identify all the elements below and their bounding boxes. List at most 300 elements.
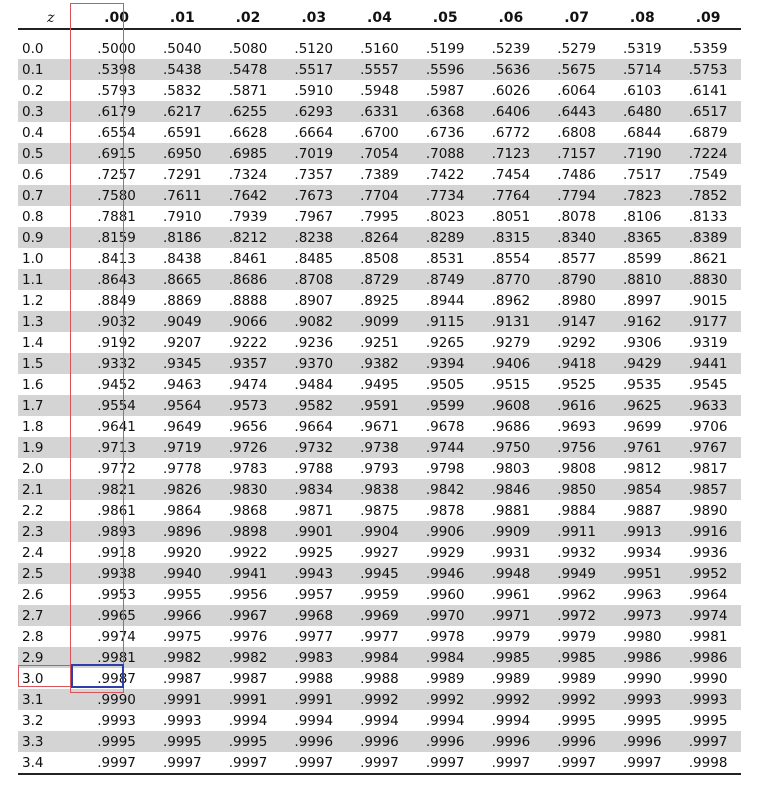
probability-cell: .8830 [675,269,741,290]
probability-cell: .6026 [491,82,531,99]
probability-cell: .9995 [688,712,728,729]
probability-cell: .6255 [215,101,281,122]
probability-cell: .9783 [228,460,268,477]
probability-cell: .9991 [149,689,215,710]
probability-cell: .9192 [97,334,136,351]
column-header: .09 [695,10,721,26]
probability-cell: .6103 [623,82,662,99]
probability-cell: .9564 [149,395,215,416]
z-row-label: 0.4 [22,124,44,141]
probability-cell: .5398 [84,59,150,80]
probability-cell: .5636 [478,59,544,80]
probability-cell: .9693 [557,418,596,435]
table-row [18,584,741,605]
probability-cell: .9834 [281,479,347,500]
probability-cell: .9977 [360,628,399,645]
probability-cell: .5910 [294,82,334,99]
probability-cell: .8944 [425,292,465,309]
probability-cell: .7324 [228,166,268,183]
probability-cell: .9719 [149,437,215,458]
probability-cell: .8643 [84,269,150,290]
probability-cell: .9881 [491,502,531,519]
probability-cell: .9265 [425,334,465,351]
z-row-label: 2.2 [22,502,44,519]
probability-cell: .9943 [281,563,347,584]
probability-cell: .9474 [228,376,268,393]
probability-cell: .9973 [609,605,675,626]
probability-cell: .8365 [609,227,675,248]
probability-cell: .9962 [557,586,596,603]
probability-cell: .6700 [360,124,399,141]
probability-cell: .7611 [149,185,215,206]
probability-cell: .5596 [412,59,478,80]
probability-cell: .9990 [84,689,150,710]
probability-cell: .9279 [491,334,531,351]
probability-cell: .9788 [294,460,334,477]
z-row-label: 3.3 [18,731,84,752]
probability-cell: .9625 [609,395,675,416]
column-header: .03 [301,10,327,26]
table-row [18,122,741,143]
probability-cell: .9961 [491,586,531,603]
probability-cell: .9941 [215,563,281,584]
probability-cell: .9992 [347,689,413,710]
z-row-label: 0.1 [18,59,84,80]
probability-cell: .9049 [149,311,215,332]
probability-cell: .9162 [609,311,675,332]
probability-cell: .8770 [478,269,544,290]
z-row-label: 2.1 [18,479,84,500]
probability-cell: .9965 [84,605,150,626]
probability-cell: .6736 [425,124,465,141]
probability-cell: .9345 [149,353,215,374]
probability-cell: .9671 [360,418,399,435]
probability-cell: .8749 [412,269,478,290]
probability-cell: .9808 [557,460,596,477]
z-row-label: 2.9 [18,647,84,668]
probability-cell: .8577 [557,250,596,267]
probability-cell: .9015 [688,292,728,309]
probability-cell: .9960 [425,586,465,603]
probability-cell: .9545 [688,376,728,393]
probability-cell: .6293 [281,101,347,122]
z-row-label: 0.8 [22,208,44,225]
probability-cell: .9861 [97,502,136,519]
probability-cell: .9633 [675,395,741,416]
column-header: .02 [235,10,261,26]
column-header: .07 [564,10,590,26]
z-row-label: 3.4 [18,752,84,774]
probability-cell: .9616 [544,395,610,416]
table-row [18,290,741,311]
probability-cell: .8264 [347,227,413,248]
probability-cell: .9994 [294,712,334,729]
probability-cell: .9909 [478,521,544,542]
table-row [18,563,741,584]
probability-cell: .9992 [412,689,478,710]
z-row-label: 3.0 [22,670,44,687]
probability-cell: .9817 [688,460,728,477]
probability-cell: .9995 [557,712,596,729]
probability-cell: .7823 [609,185,675,206]
probability-cell: .9997 [478,752,544,774]
table-row [18,164,741,185]
probability-cell: .9756 [544,437,610,458]
probability-cell: .9931 [491,544,531,561]
probability-cell: .9535 [623,376,662,393]
probability-cell: .7995 [360,208,399,225]
probability-cell: .9495 [360,376,399,393]
probability-cell: .9525 [557,376,596,393]
probability-cell: .9890 [688,502,728,519]
probability-cell: .9803 [491,460,531,477]
table-row [18,458,741,479]
probability-cell: .9953 [97,586,136,603]
probability-cell: .7422 [425,166,465,183]
probability-cell: .8790 [544,269,610,290]
probability-cell: .9893 [84,521,150,542]
probability-cell: .8212 [215,227,281,248]
probability-cell: .9761 [609,437,675,458]
probability-cell: .5753 [675,59,741,80]
probability-cell: .8238 [281,227,347,248]
probability-cell: .9997 [347,752,413,774]
probability-cell: .9830 [215,479,281,500]
probability-cell: .9993 [162,712,202,729]
probability-cell: .9554 [84,395,150,416]
probability-cell: .9896 [149,521,215,542]
probability-cell: .9983 [281,647,347,668]
probability-cell: .5040 [162,40,202,57]
probability-cell: .9868 [228,502,268,519]
table-row [18,626,741,647]
z-row-label: 3.1 [18,689,84,710]
z-row-label: 1.6 [22,376,44,393]
probability-cell: .5517 [281,59,347,80]
probability-cell: .9998 [675,752,741,774]
probability-cell: .9911 [544,521,610,542]
probability-cell: .6808 [557,124,596,141]
table-row [18,521,741,542]
probability-cell: .9418 [544,353,610,374]
probability-cell: .9997 [149,752,215,774]
column-header: .00 [104,10,129,26]
probability-cell: .6591 [162,124,202,141]
probability-cell: .6141 [688,82,728,99]
probability-cell: .7389 [360,166,399,183]
probability-cell: .9812 [623,460,662,477]
probability-cell: .7517 [623,166,662,183]
probability-cell: .8186 [149,227,215,248]
probability-cell: .9370 [281,353,347,374]
probability-cell: .9871 [294,502,334,519]
column-header: .05 [432,10,458,26]
z-row-label: 1.8 [22,418,44,435]
probability-cell: .6517 [675,101,741,122]
probability-cell: .9987 [97,670,136,687]
probability-cell: .9967 [215,605,281,626]
probability-cell: .9986 [609,647,675,668]
probability-cell: .6554 [97,124,136,141]
probability-cell: .9641 [97,418,136,435]
probability-cell: .9236 [294,334,334,351]
probability-cell: .9599 [412,395,478,416]
probability-cell: .9987 [162,670,202,687]
probability-cell: .9591 [347,395,413,416]
probability-cell: .9732 [281,437,347,458]
probability-cell: .9904 [347,521,413,542]
probability-cell: .9970 [412,605,478,626]
probability-cell: .8485 [294,250,334,267]
probability-cell: .9207 [162,334,202,351]
probability-cell: .5793 [97,82,136,99]
probability-cell: .9115 [412,311,478,332]
probability-cell: .9901 [281,521,347,542]
probability-cell: .9996 [281,731,347,752]
probability-cell: .9582 [281,395,347,416]
probability-cell: .9986 [675,647,741,668]
probability-cell: .6915 [84,143,150,164]
probability-cell: .9984 [347,647,413,668]
probability-cell: .8508 [360,250,399,267]
probability-cell: .9974 [97,628,136,645]
probability-cell: .9988 [294,670,334,687]
probability-cell: .7967 [294,208,334,225]
probability-cell: .6217 [149,101,215,122]
probability-cell: .9979 [557,628,596,645]
probability-cell: .8729 [347,269,413,290]
probability-cell: .7357 [294,166,334,183]
table-row [18,206,741,227]
probability-cell: .5557 [347,59,413,80]
probability-cell: .9936 [688,544,728,561]
probability-cell: .9995 [215,731,281,752]
z-row-label: 1.3 [18,311,84,332]
probability-cell: .9864 [162,502,202,519]
probability-cell: .9981 [688,628,728,645]
probability-cell: .9988 [360,670,399,687]
probability-cell: .9949 [544,563,610,584]
probability-cell: .9989 [425,670,465,687]
probability-cell: .9997 [281,752,347,774]
z-row-label: 1.9 [18,437,84,458]
z-row-label: 2.8 [22,628,44,645]
probability-cell: .9985 [544,647,610,668]
probability-cell: .5199 [425,40,465,57]
column-header: .04 [367,10,392,26]
probability-cell: .8023 [425,208,465,225]
probability-cell: .8531 [425,250,465,267]
probability-cell: .9854 [609,479,675,500]
probability-cell: .7454 [491,166,531,183]
probability-cell: .5080 [228,40,268,57]
probability-cell: .9066 [215,311,281,332]
probability-cell: .9932 [557,544,596,561]
header-spacer [18,29,741,38]
table-row [18,479,741,500]
z-row-label: 1.2 [22,292,44,309]
probability-cell: .7190 [609,143,675,164]
probability-cell: .8389 [675,227,741,248]
table-row [18,416,741,437]
probability-cell: .9952 [675,563,741,584]
probability-cell: .9838 [347,479,413,500]
probability-cell: .9382 [347,353,413,374]
probability-cell: .9951 [609,563,675,584]
probability-cell: .9956 [228,586,268,603]
probability-cell: .9987 [228,670,268,687]
probability-cell: .7704 [347,185,413,206]
probability-cell: .9744 [412,437,478,458]
probability-cell: .8159 [84,227,150,248]
probability-cell: .9994 [491,712,531,729]
probability-cell: .5438 [149,59,215,80]
probability-cell: .9875 [360,502,399,519]
probability-cell: .8997 [623,292,662,309]
probability-cell: .9955 [162,586,202,603]
probability-cell: .5675 [544,59,610,80]
probability-cell: .7734 [412,185,478,206]
table-row [18,647,741,668]
table-row [18,332,741,353]
probability-cell: .9793 [360,460,399,477]
z-row-label: 1.1 [18,269,84,290]
probability-cell: .5987 [425,82,465,99]
probability-cell: .9798 [425,460,465,477]
table-row [18,101,741,122]
probability-cell: .9977 [294,628,334,645]
table-row [18,437,741,458]
table-row [18,605,741,626]
probability-cell: .9997 [609,752,675,774]
table-body [18,29,741,774]
probability-cell: .6950 [149,143,215,164]
probability-cell: .9997 [675,731,741,752]
probability-cell: .9984 [412,647,478,668]
probability-cell: .6406 [478,101,544,122]
probability-cell: .6480 [609,101,675,122]
probability-cell: .9916 [675,521,741,542]
probability-cell: .9938 [84,563,150,584]
table-row [18,143,741,164]
table-row [18,710,741,731]
table-row [18,689,741,710]
probability-cell: .7088 [412,143,478,164]
probability-cell: .9995 [84,731,150,752]
probability-cell: .9981 [84,647,150,668]
probability-cell: .9996 [609,731,675,752]
probability-cell: .9996 [347,731,413,752]
z-table [18,5,741,775]
probability-cell: .5319 [623,40,662,57]
probability-cell: .7852 [675,185,741,206]
header-row [18,5,741,29]
table-row [18,752,741,774]
probability-cell: .9929 [425,544,465,561]
probability-cell: .8888 [228,292,268,309]
probability-cell: .9706 [688,418,728,435]
z-row-label: 2.6 [22,586,44,603]
z-row-label: 0.6 [22,166,44,183]
probability-cell: .9996 [412,731,478,752]
probability-cell: .7123 [478,143,544,164]
z-row-label: 0.9 [18,227,84,248]
probability-cell: .9922 [228,544,268,561]
z-row-label: 1.7 [18,395,84,416]
probability-cell: .8315 [478,227,544,248]
probability-cell: .8599 [623,250,662,267]
probability-cell: .9306 [623,334,662,351]
probability-cell: .9996 [544,731,610,752]
probability-cell: .9918 [97,544,136,561]
column-header: .06 [498,10,524,26]
z-row-label: 2.0 [22,460,44,477]
probability-cell: .9664 [294,418,334,435]
probability-cell: .9968 [281,605,347,626]
probability-cell: .9678 [425,418,465,435]
probability-cell: .9997 [412,752,478,774]
probability-cell: .5239 [491,40,531,57]
probability-cell: .9985 [478,647,544,668]
z-row-label: 3.2 [22,712,44,729]
probability-cell: .9032 [84,311,150,332]
probability-cell: .9452 [97,376,136,393]
probability-cell: .9319 [688,334,728,351]
probability-cell: .8708 [281,269,347,290]
probability-cell: .9975 [162,628,202,645]
probability-cell: .8907 [294,292,334,309]
probability-cell: .9971 [478,605,544,626]
probability-cell: .7224 [675,143,741,164]
table-row [18,38,741,59]
probability-cell: .9767 [675,437,741,458]
probability-cell: .9995 [623,712,662,729]
probability-cell: .9429 [609,353,675,374]
probability-cell: .9898 [215,521,281,542]
probability-cell: .9994 [228,712,268,729]
probability-cell: .9920 [162,544,202,561]
probability-cell: .8621 [688,250,728,267]
probability-cell: .9878 [425,502,465,519]
probability-cell: .8810 [609,269,675,290]
probability-cell: .9992 [478,689,544,710]
probability-cell: .6664 [294,124,334,141]
probability-cell: .7019 [281,143,347,164]
probability-cell: .9980 [623,628,662,645]
z-row-label: 0.0 [22,40,44,57]
probability-cell: .8665 [149,269,215,290]
probability-cell: .9857 [675,479,741,500]
column-header: .08 [629,10,655,26]
probability-cell: .7764 [478,185,544,206]
probability-cell: .8849 [97,292,136,309]
probability-cell: .7486 [557,166,596,183]
probability-cell: .9991 [215,689,281,710]
probability-cell: .9957 [294,586,334,603]
z-row-label: 0.2 [22,82,44,99]
probability-cell: .9463 [162,376,202,393]
probability-cell: .8106 [623,208,662,225]
probability-cell: .8051 [491,208,531,225]
probability-cell: .9842 [412,479,478,500]
probability-cell: .9394 [412,353,478,374]
probability-cell: .8962 [491,292,531,309]
probability-cell: .8686 [215,269,281,290]
probability-cell: .9441 [675,353,741,374]
probability-cell: .9515 [491,376,531,393]
probability-cell: .9940 [149,563,215,584]
probability-cell: .9997 [84,752,150,774]
